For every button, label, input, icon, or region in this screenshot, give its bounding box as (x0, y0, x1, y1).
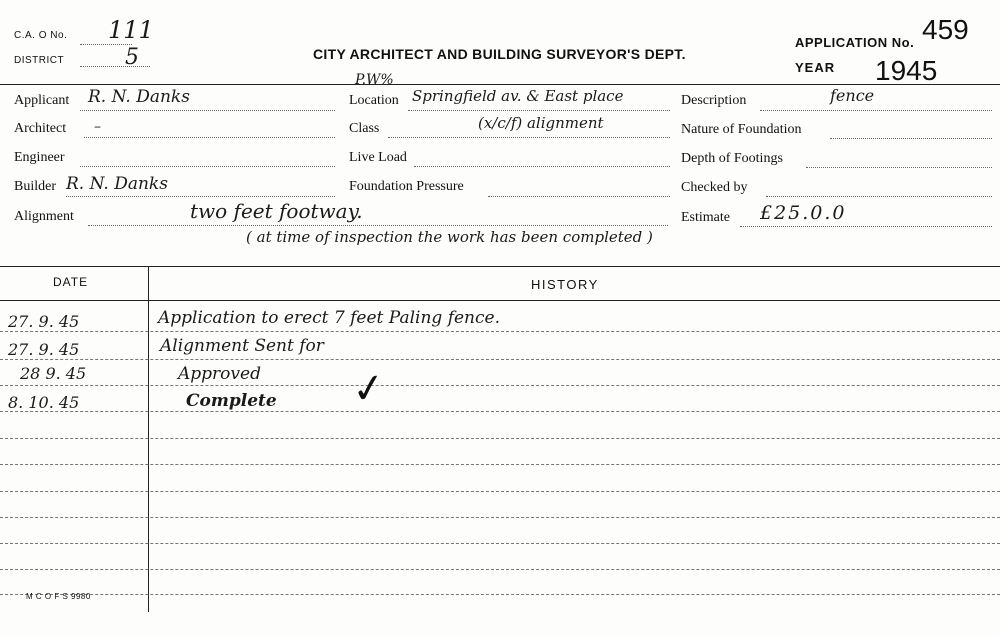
architect-value: – (94, 119, 101, 135)
builder-label: Builder (14, 179, 56, 194)
year-label: YEAR (795, 60, 836, 75)
depth-of-footings-label: Depth of Footings (681, 151, 783, 166)
estimate-value: £25.0.0 (760, 202, 847, 224)
foundation-pressure-label: Foundation Pressure (349, 179, 464, 194)
location-label: Location (349, 93, 399, 108)
applicant-value: R. N. Danks (88, 87, 190, 107)
description-label: Description (681, 93, 747, 108)
alignment-value: two feet footway. (190, 199, 363, 223)
history-entry: Approved (178, 364, 261, 384)
ca-no-value: 111 (108, 16, 154, 44)
table-header-divider (0, 300, 1000, 301)
alignment-label: Alignment (14, 209, 74, 224)
history-column-header: HISTORY (531, 277, 599, 292)
description-value: fence (830, 86, 875, 105)
history-date: 28 9. 45 (20, 364, 87, 383)
history-date: 8. 10. 45 (8, 393, 80, 412)
year-value: 1945 (875, 55, 938, 86)
class-label: Class (349, 121, 380, 136)
engineer-label: Engineer (14, 150, 65, 165)
class-value: (x/c/f) alignment (478, 114, 604, 132)
history-date: 27. 9. 45 (8, 312, 80, 331)
architect-label: Architect (14, 121, 67, 136)
date-column-header: DATE (53, 275, 89, 289)
history-entry: Application to erect 7 feet Paling fence. (158, 308, 500, 328)
live-load-label: Live Load (349, 150, 407, 165)
checked-by-label: Checked by (681, 180, 748, 195)
history-entry: Alignment Sent for (160, 336, 324, 356)
history-date: 27. 9. 45 (8, 340, 80, 359)
checkmark-icon: ✓ (348, 363, 389, 415)
fields-divider (0, 266, 1000, 267)
form-code: M C O F S 9980 (26, 592, 91, 601)
location-value: Springfield av. & East place (412, 87, 624, 105)
application-number: 459 (922, 14, 969, 45)
ca-no-label: C.A. O No. (14, 30, 68, 41)
alignment-note: ( at time of inspection the work has been completed ) (246, 228, 653, 246)
header-note: P.W% (355, 72, 394, 88)
district-label: DISTRICT (14, 55, 65, 66)
column-separator (148, 267, 149, 612)
district-value: 5 (125, 45, 139, 70)
applicant-label: Applicant (14, 93, 70, 108)
builder-value: R. N. Danks (66, 174, 168, 194)
estimate-label: Estimate (681, 210, 730, 225)
header-divider (0, 84, 1000, 85)
nature-of-foundation-label: Nature of Foundation (681, 122, 802, 137)
application-label: APPLICATION No. (795, 35, 915, 50)
department-title: CITY ARCHITECT AND BUILDING SURVEYOR'S DEPT. (313, 46, 686, 62)
history-entry: Complete (186, 391, 277, 411)
